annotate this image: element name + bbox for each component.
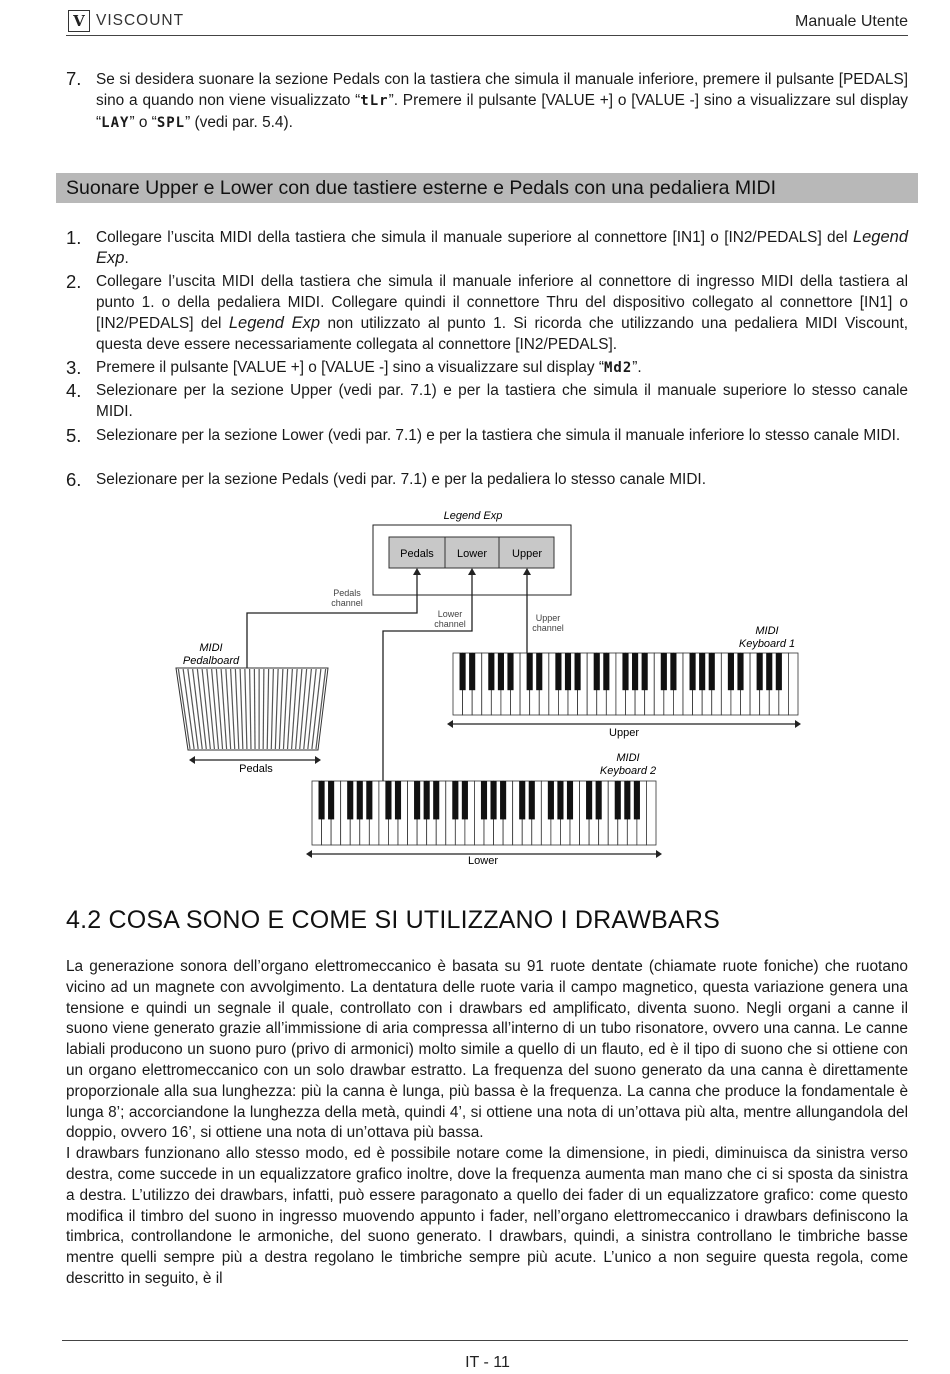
midi-keyboard-2 — [312, 781, 656, 845]
step-text — [96, 271, 908, 355]
black-key — [757, 653, 763, 690]
black-key — [575, 653, 581, 690]
black-key — [586, 781, 592, 819]
black-key — [424, 781, 430, 819]
black-key — [357, 781, 363, 819]
step-text: Selezionare per la sezione Upper (vedi par. 7.1) e per la tastiera che simula il manuale superiore lo stesso canale MIDI. — [96, 382, 908, 420]
black-key — [328, 781, 334, 819]
product-name: Legend Exp — [228, 314, 321, 332]
black-key — [490, 781, 496, 819]
step-text-part: ” (vedi par. 5.4). — [185, 114, 293, 131]
manual-title: Manuale Utente — [795, 13, 908, 30]
viscount-logo — [68, 10, 184, 32]
arrow-right-icon — [315, 756, 321, 764]
black-key — [565, 653, 571, 690]
display-code: LAY — [101, 115, 130, 131]
black-key — [548, 781, 554, 819]
midi-connection-diagram — [170, 505, 810, 870]
pedal-key — [254, 669, 255, 749]
black-key — [462, 781, 468, 819]
step-text — [96, 69, 908, 134]
black-key — [615, 781, 621, 819]
footer-rule — [62, 1340, 908, 1341]
pedalboard-label: MIDI Pedalboard — [182, 642, 240, 667]
black-key — [596, 781, 602, 819]
keyboard2-label: MIDI Keyboard 2 — [599, 752, 657, 777]
white-key — [788, 653, 798, 715]
black-key — [519, 781, 525, 819]
pedal-key — [263, 669, 264, 749]
step-number: 3. — [66, 357, 82, 378]
display-code: tLr — [360, 93, 389, 109]
black-key — [709, 653, 715, 690]
black-key — [395, 781, 401, 819]
black-key — [500, 781, 506, 819]
step-text-part: ”. Premere il pulsante [VALUE +] o [VALUE -] sino a visualizzare sul display “ — [96, 92, 908, 131]
pedals-channel-label: Pedals channel — [331, 588, 363, 608]
black-key — [536, 653, 542, 690]
page-number: IT - 11 — [465, 1354, 510, 1371]
section-heading: 4.2 COSA SONO E COME SI UTILIZZANO I DRAWBARS — [66, 906, 721, 934]
black-key — [557, 781, 563, 819]
upper-channel-label: Upper channel — [532, 613, 564, 633]
paragraph: I drawbars funzionano allo stesso modo, ed è possibile notare come la dimensione, in piedi, diminuisca da sinistra verso destra, come succede in un equalizzatore grafico inoltre, dove la frequenza aumenta man mano che ci si sposta da sinistra a destra. L’utilizzo dei drawbars, infatti, può essere paragonato a quello dei fader di un equalizzatore grafico: come questo modifica il timbro del suono in ingresso muovendo appunto i fader, nell’organo elettromeccanico i drawbars definiscono la timbrica, controllandone le armoniche, del suono generato. I drawbars, quindi, a sinistra controllano le timbriche basse mentre quelli sempre più a destra regolano le timbriche sempre più acute. L’unico a non seguire questa regola, come descritto in seguito, è il — [66, 1145, 908, 1287]
step-text — [96, 357, 908, 379]
lower-range-label: Lower — [468, 855, 498, 867]
black-key — [603, 653, 609, 690]
arrow-left-icon — [189, 756, 195, 764]
white-key — [646, 781, 656, 845]
midi-keyboard-1 — [453, 653, 798, 715]
arrow-left-icon — [447, 720, 453, 728]
section-title: Suonare Upper e Lower con due tastiere esterne e Pedals con una pedaliera MIDI — [66, 177, 777, 199]
step-text-part: Se si desidera suonare la sezione Pedals con la tastiera che simula il manuale inferiore, premere il pulsante [PEDALS] sino a quando non viene visualizzato “ — [96, 71, 908, 109]
section-title-bar — [56, 173, 918, 203]
black-key — [507, 653, 513, 690]
display-code: Md2 — [603, 360, 633, 376]
black-key — [318, 781, 324, 819]
black-key — [661, 653, 667, 690]
black-key — [690, 653, 696, 690]
black-key — [555, 653, 561, 690]
black-key — [481, 781, 487, 819]
step-number: 1. — [66, 227, 82, 248]
black-key — [737, 653, 743, 690]
black-key — [347, 781, 353, 819]
upper-section-label: Upper — [512, 548, 542, 560]
arrow-left-icon — [306, 850, 312, 858]
step-text-part: Collegare l’uscita MIDI della tastiera che simula il manuale inferiore al connettore di ingresso MIDI della tastiera al punto 1. o della pedaliera MIDI. Collegare quindi il connettore Thru del dispositivo collegato al connettore [IN1] o [IN2/PEDALS] del — [96, 273, 908, 332]
black-key — [529, 781, 535, 819]
step-text-part: ” o “ — [129, 114, 157, 131]
black-key — [728, 653, 734, 690]
black-key — [670, 653, 676, 690]
black-key — [634, 781, 640, 819]
lower-channel-label: Lower channel — [434, 609, 466, 629]
step-text-part: non utilizzato al punto 1. Si ricorda che utilizzando una pedaliera MIDI Viscount, questa deve essere necessariamente collegata al connettore [IN2/PEDALS]. — [96, 315, 908, 353]
step-number: 2. — [66, 271, 82, 292]
step-number: 6. — [66, 469, 82, 490]
step-text-part: . — [124, 250, 129, 267]
black-key — [414, 781, 420, 819]
step-text-part: ”. — [632, 359, 642, 376]
midi-pedalboard — [176, 668, 328, 750]
black-key — [469, 653, 475, 690]
black-key — [567, 781, 573, 819]
black-key — [594, 653, 600, 690]
step-text-part: Collegare l’uscita MIDI della tastiera che simula il manuale superiore al connettore [IN1] o [IN2/PEDALS] del — [96, 229, 853, 246]
black-key — [488, 653, 494, 690]
step-number: 5. — [66, 425, 82, 446]
section-buttons — [389, 537, 554, 568]
upper-range-label: Upper — [609, 727, 639, 739]
step-text: Selezionare per la sezione Pedals (vedi par. 7.1) e per la pedaliera lo stesso canale MIDI. — [96, 471, 706, 488]
lower-section-label: Lower — [457, 548, 487, 560]
black-key — [699, 653, 705, 690]
device-label: Legend Exp — [443, 510, 503, 522]
step-text-part: Premere il pulsante [VALUE +] o [VALUE -] sino a visualizzare sul display “ — [96, 359, 604, 376]
step-text: Selezionare per la sezione Lower (vedi par. 7.1) e per la tastiera che simula il manuale inferiore lo stesso canale MIDI. — [96, 427, 901, 444]
black-key — [366, 781, 372, 819]
black-key — [776, 653, 782, 690]
keyboard1-label: MIDI Keyboard 1 — [738, 625, 796, 650]
paragraph: La generazione sonora dell’organo elettromeccanico è basata su 91 ruote dentate (chiamate ruote foniche) che ruotano vicino ad un magnete con avvolgimento. La dentatura delle ruote varia il campo magnetico, questa variazione genera una tensione e quindi un segnale il quale, controllato con i drawbars ed amplificato, diventa suono. Negli organi a canne il suono viene generato grazie all’immissione di aria compressa all’interno di un tubo risonatore, ovvero una canna. Le canne labiali producono un suono puro (privo di armonici) molto simile a quello di un flauto, ed è il tipo di suono che si ottiene con un organo elettromeccanico con un solo drawbar estratto. La frequenza del suono generato da una canna è direttamente proporzionale alla sua lunghezza: più la canna è lunga, più bassa è la frequenza. La canna che produce la fondamentale è lunga 8’; accorciandone la lunghezza della metà, quindi 4’, si ottiene una nota di un’ottava più alta, mentre allungandola del doppio, ovvero 16’, si ottiene una nota di un’ottava più bassa. — [66, 958, 908, 1142]
step-number: 7. — [66, 68, 82, 89]
brand-name: VISCOUNT — [96, 12, 185, 29]
display-code: SPL — [156, 115, 186, 131]
black-key — [642, 653, 648, 690]
black-key — [460, 653, 466, 690]
step-number: 4. — [66, 380, 82, 401]
step-text — [96, 227, 908, 269]
arrow-right-icon — [795, 720, 801, 728]
pedals-range-label: Pedals — [239, 763, 273, 775]
product-name: Legend Exp — [96, 228, 908, 267]
pedals-section-label: Pedals — [400, 548, 434, 560]
body-text — [66, 957, 908, 1290]
black-key — [433, 781, 439, 819]
arrow-right-icon — [656, 850, 662, 858]
black-key — [622, 653, 628, 690]
black-key — [385, 781, 391, 819]
logo-mark: V — [68, 10, 90, 32]
black-key — [766, 653, 772, 690]
black-key — [527, 653, 533, 690]
page-header — [66, 8, 908, 36]
black-key — [624, 781, 630, 819]
black-key — [632, 653, 638, 690]
black-key — [452, 781, 458, 819]
black-key — [498, 653, 504, 690]
